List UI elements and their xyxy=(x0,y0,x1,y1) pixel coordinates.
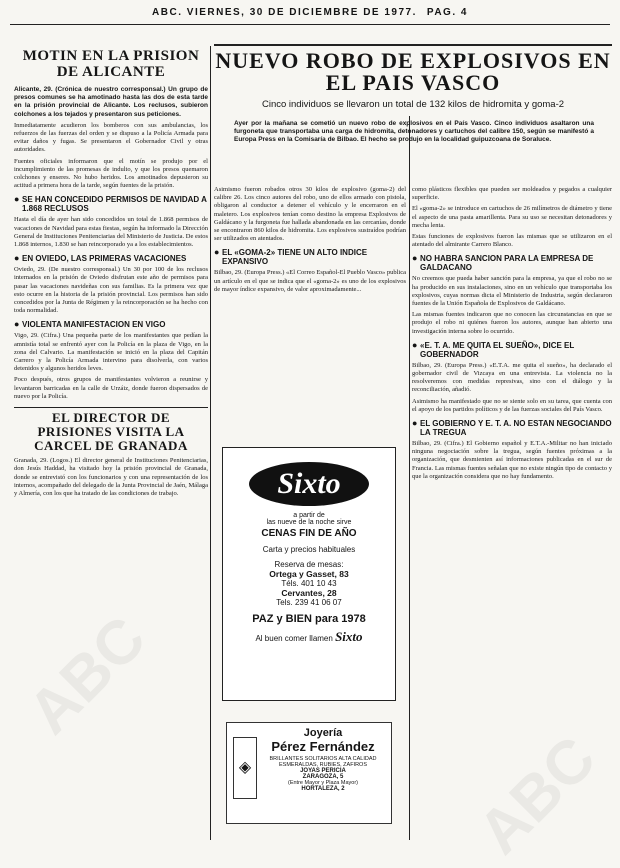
column-rule-1 xyxy=(210,46,211,840)
right-column xyxy=(412,186,612,838)
vigo-heading: ● VIOLENTA MANIFESTACION EN VIGO xyxy=(14,319,166,330)
sancion-heading: ● NO HABRA SANCION PARA LA EMPRESA DE GALDACANO xyxy=(412,254,612,272)
abc-watermark-2: ABC xyxy=(465,723,610,868)
permisos-title: SE HAN CONCEDIDO PERMISOS DE NAVIDAD A 1.868 RECLUSOS xyxy=(22,195,207,214)
ad-line-2: las nueve de la noche sirve xyxy=(266,519,352,526)
joyeria-name-2: Pérez Fernández xyxy=(271,739,375,754)
gobernador-body: Bilbao, 29. (Europa Press.) «E.T.A. me quita el sueño», ha declarado el gobernador civil de Vizcaya en una entrevista. La violencia no la resolveremos con medidas represivas, sino con el diálogo y la reconciliación, añadió. xyxy=(412,361,612,394)
ad-line-4: Carta y precios habituales xyxy=(262,545,356,554)
gobernador-heading: ● «E. T. A. ME QUITA EL SUEÑO», DICE EL GOBERNADOR xyxy=(412,341,612,359)
sancion-title: NO HABRA SANCION PARA LA EMPRESA DE GALDACANO xyxy=(420,254,594,273)
sancion-body: No creemos que pueda haber sanción para la empresa, ya que el robo no se ha producido en sus instalaciones, sino en un vehículo que transportaba los explosivos, cuyas normas dicta el Ministerio de Industria, según declararon fuentes de la Unión Española de Explosivos de Galdácano. xyxy=(412,275,612,308)
page-header xyxy=(10,7,610,23)
ring-icon: ◈ xyxy=(233,737,257,799)
vigo-title: VIOLENTA MANIFESTACION EN VIGO xyxy=(22,320,166,330)
permisos-body: Hasta el día de ayer han sido concedidos un total de 1.868 permisos de vacaciones de Navidad para estas fiestas, según ha informado la Dirección General de Instituciones Penitenciarias del Ministerio de Justicia. De estos 1.868 internos, 1.830 se han reincorporado ya a los establecimientos. xyxy=(14,216,208,249)
section-rule xyxy=(14,407,208,408)
header-rule xyxy=(10,24,610,25)
column-rule-2 xyxy=(409,116,410,840)
motin-intro: Alicante, 29. (Crónica de nuestro corresponsal.) Un grupo de presos comunes se ha amotinado hasta las dos de esta tarde en la prisión provincial de Alicante. Los reclusos, subieron colchones a los tejados y presentaron sus peticiones. xyxy=(14,86,208,118)
lead-summary: Ayer por la mañana se cometió un nuevo robo de explosivos en el País Vasco. Cinco individuos asaltaron una furgoneta que transportaba una carga de hidromita, detonadores y cartuchos del calibre 150, según se manifestó a Europa Press en la Comisaría de Bilbao. El hecho se produjo en la localidad guipuzcoana de Soraluce. xyxy=(234,120,594,143)
goma-heading: ● EL «GOMA-2» TIENE UN ALTO INDICE EXPANSIVO xyxy=(214,248,406,266)
page-number: PAG. 4 xyxy=(426,7,468,18)
director-body: Granada, 29. (Logos.) El director general de Instituciones Penitenciarias, don Jesús Haddad, ha visitado hoy la prisión provincial de Granada, donde se entrevistó con los funcionarios y con una representación de los internos, acompañado del delegado de la Junta Provincial de Jaén, Málaga y Almería, con los que ha tratado de las condiciones de trabajo. xyxy=(14,457,208,497)
sixto-wordmark: Sixto xyxy=(335,629,363,644)
tregua-heading: ● EL GOBIERNO Y E. T. A. NO ESTAN NEGOCIANDO LA TREGUA xyxy=(412,418,612,438)
ad-line-6: Ortega y Gasset, 83 xyxy=(269,569,349,579)
sixto-advertisement xyxy=(222,447,396,701)
mid-body: Asimismo fueron robados otros 30 kilos de explosivo (goma-2) del calibre 26. Los cinco autores del robo, uno de ellos armado con pistola, obligaron al conductor a detener el vehículo y le encerraron en el maletero. Los explosivos tenían como destino la empresa Explosivos de Galdácano y la furgoneta fue hallada abandonada en las cercanías, donde se encontraron 860 kilos de hidromita. Los explosivos sustraídos podrían ser utilizados en atentados. xyxy=(214,186,406,243)
goma-title: EL «GOMA-2» TIENE UN ALTO INDICE EXPANSIVO xyxy=(222,248,368,267)
vigo-body: Vigo, 29. (Cifra.) Una pequeña parte de los manifestantes que pedían la amnistía total se enfrentó ayer con la Policía en la plaza de Vigo, en la zona del Calvario. La manifestación se inició en la plaza del Capitán Carrero y la Policía Armada intervino para disolverla, con varios detenidos y algunos heridos leves. xyxy=(14,332,208,373)
gobernador-title: «E. T. A. ME QUITA EL SUEÑO», DICE EL GOBERNADOR xyxy=(420,340,575,359)
vigo-body-2: Poco después, otros grupos de manifestantes volvieron a reunirse y levantaron barricadas en la calle de Urzáiz, donde fueron dispersados de nuevo por la Policía. xyxy=(14,376,208,400)
ad-line-9: Tels. 239 41 06 07 xyxy=(276,598,342,607)
tregua-title: EL GOBIERNO Y E. T. A. NO ESTAN NEGOCIANDO LA TREGUA xyxy=(420,419,612,438)
oviedo-heading: ● EN OVIEDO, LAS PRIMERAS VACACIONES xyxy=(14,253,187,264)
lead-headline: NUEVO ROBO DE EXPLOSIVOS EN EL PAIS VASCO xyxy=(215,48,611,95)
right-p3: Estas funciones de explosivos fueron las mismas que se utilizaron en el atentado del almirante Carrero Blanco. xyxy=(412,233,612,249)
ad-line-10: PAZ y BIEN para 1978 xyxy=(252,613,366,625)
abc-watermark: ABC xyxy=(15,603,160,748)
ad-footer xyxy=(223,629,395,645)
ad-line-3: CENAS FIN DE AÑO xyxy=(261,528,357,539)
director-headline: EL DIRECTOR DE PRISIONES VISITA LA CARCEL DE GRANADA xyxy=(34,410,188,454)
joyeria-line-4: ZARAGOZA, 5 xyxy=(302,774,344,780)
ad-line-1: a partir de xyxy=(293,512,325,519)
joyeria-advertisement xyxy=(226,722,392,824)
middle-column xyxy=(214,186,406,441)
oviedo-title: EN OVIEDO, LAS PRIMERAS VACACIONES xyxy=(22,254,187,264)
lead-deck: Cinco individuos se llevaron un total de 132 kilos de hidromita y goma-2 xyxy=(261,99,565,110)
tregua-body: Bilbao, 29. (Cifra.) El Gobierno español y E.T.A.-Militar no han iniciado ninguna negociación sobre la tregua, según fuentes próximas a la organización, que desmienten así informaciones publicadas en el sur de Francia. Las mismas fuentes señalan que no existe ningún tipo de contacto y que la organización considera que no hay fundamento. xyxy=(412,440,612,480)
ad-line-11: Al buen comer llamen xyxy=(255,634,333,643)
joyeria-line-2: ESMERALDAS, RUBIES, ZAFIROS xyxy=(278,762,368,768)
joyeria-line-1: BRILLANTES SOLITARIOS ALTA CALIDAD xyxy=(269,756,377,762)
right-p2: El «goma-2» se introduce en cartuchos de 26 milímetros de diámetro y tiene el aspecto de una pasta amarillenta. Para su uso se necesitan detonadores y mecha lenta. xyxy=(412,205,612,229)
joyeria-line-6: HORTALEZA, 2 xyxy=(301,786,345,792)
right-p1: como plásticos flexibles que pueden ser moldeados y pegados a cualquier superficie. xyxy=(412,186,612,202)
joyeria-name-1: Joyería xyxy=(303,727,343,739)
ad-line-8: Cervantes, 28 xyxy=(281,588,337,598)
joyeria-line-3: JOYAS PERICIA xyxy=(300,768,346,774)
sancion-body-2: Las mismas fuentes indicaron que no conocen las circunstancias en que se produjo el robo ni quiénes fueron los autores, aunque han abierto una investigación interna sobre lo ocurrido. xyxy=(412,311,612,335)
motin-body-1: Inmediatamente acudieron los bomberos con sus ambulancias, los refuerzos de las fuerzas del orden y se dispuso a la Policía Armada para evitar daños y fugas. Se presentaron el Gobernador Civil y otras autoridades. xyxy=(14,121,208,154)
ad-line-7: Téls. 401 10 43 xyxy=(281,579,337,588)
lead-top-rule xyxy=(214,44,612,46)
ad-line-5: Reserva de mesas: xyxy=(274,560,344,569)
header-date: ABC. VIERNES, 30 DE DICIEMBRE DE 1977. xyxy=(152,7,417,18)
permisos-heading: ● SE HAN CONCEDIDO PERMISOS DE NAVIDAD A 1.868 RECLUSOS xyxy=(14,194,207,214)
left-column xyxy=(14,48,208,838)
joyeria-line-5: (Entre Mayor y Plaza Mayor) xyxy=(288,780,358,786)
oviedo-body: Oviedo, 29. (De nuestro corresponsal.) Un 30 por 100 de los reclusos internados en la prisión de Oviedo disfrutan este año de permisos para pasar las vacaciones navideñas con sus familias. Es la primera vez que esto ocurre en la historia de la prisión provincial. Los permisos han sido concedidos por la Junta de Régimen y la reincorporación se ha hecho con toda normalidad. xyxy=(14,266,208,315)
motin-headline: MOTIN EN LA PRISION DE ALICANTE xyxy=(22,48,200,80)
goma-body: Bilbao, 29. (Europa Press.) «El Correo Español-El Pueblo Vasco» publica un artículo en el que se indica que el «goma-2» es uno de los explosivos de mayor índice expansivo, de valor aproximadamente... xyxy=(214,269,406,293)
gobernador-body-2: Asimismo ha manifestado que no se siente solo en su tarea, que cuenta con el apoyo de los partidos políticos y de las fuerzas sociales del País Vasco. xyxy=(412,397,612,413)
motin-body-2: Fuentes oficiales informaron que el motín se produjo por el incumplimiento de las promesas de indulto, y que los presos quemaron colchones y enseres. No hubo heridos. Los amotinados depusieron su actitud a primera hora de la tarde, según fuentes de la prisión. xyxy=(14,157,208,190)
sixto-logo: Sixto xyxy=(249,462,369,506)
